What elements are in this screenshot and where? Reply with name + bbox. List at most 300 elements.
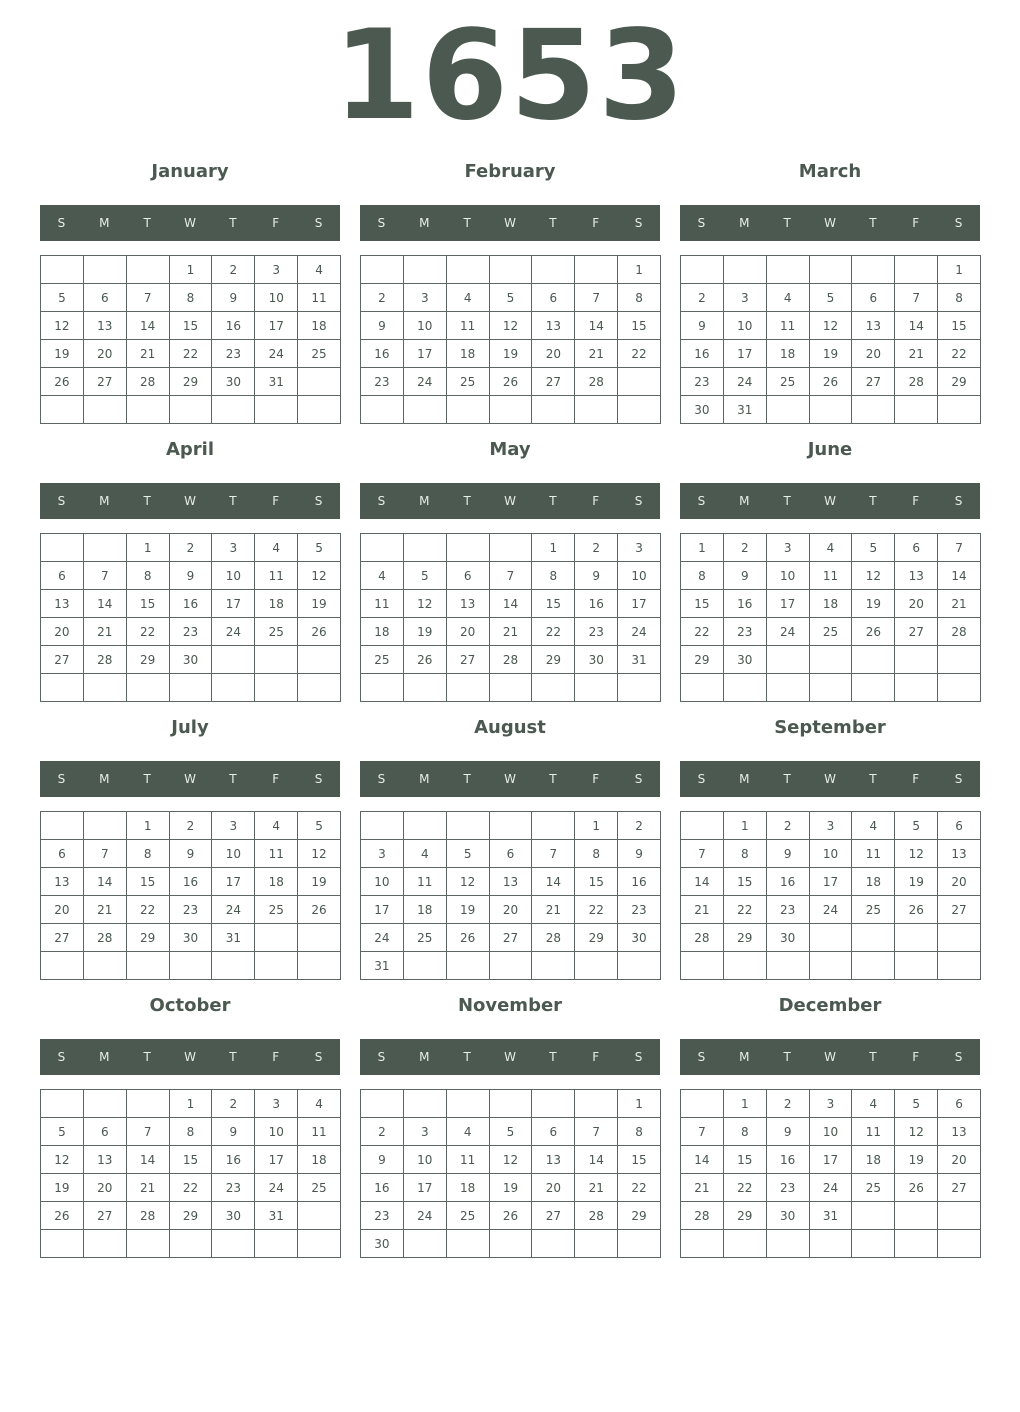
day-cell: 23 xyxy=(575,618,618,646)
day-cell: 13 xyxy=(41,590,84,618)
empty-day-cell xyxy=(532,952,575,980)
day-cell: 5 xyxy=(895,812,938,840)
day-cell: 25 xyxy=(298,340,341,368)
empty-day-cell xyxy=(810,646,853,674)
weekday-label: T xyxy=(549,772,557,786)
day-cell: 2 xyxy=(618,812,661,840)
day-cell: 22 xyxy=(618,1174,661,1202)
empty-day-cell xyxy=(618,396,661,424)
weekday-label: S xyxy=(57,772,66,786)
day-cell: 25 xyxy=(810,618,853,646)
weekday-label: W xyxy=(824,494,836,508)
day-cell: 15 xyxy=(618,1146,661,1174)
weekday-header xyxy=(40,205,340,241)
day-cell: 18 xyxy=(255,590,298,618)
empty-day-cell xyxy=(532,812,575,840)
day-cell: 15 xyxy=(170,312,213,340)
empty-day-cell xyxy=(255,674,298,702)
empty-day-cell xyxy=(212,1230,255,1258)
day-cell: 21 xyxy=(84,618,127,646)
empty-day-cell xyxy=(895,924,938,952)
day-cell: 1 xyxy=(127,812,170,840)
day-cell: 19 xyxy=(41,1174,84,1202)
empty-day-cell xyxy=(490,952,533,980)
weekday-label: T xyxy=(549,1050,557,1064)
empty-day-cell xyxy=(618,368,661,396)
day-cell: 13 xyxy=(490,868,533,896)
day-cell: 5 xyxy=(404,562,447,590)
day-cell: 31 xyxy=(618,646,661,674)
day-cell: 16 xyxy=(170,868,213,896)
day-cell: 2 xyxy=(212,256,255,284)
day-cell: 6 xyxy=(532,1118,575,1146)
day-cell: 5 xyxy=(490,284,533,312)
weekday-label: W xyxy=(824,216,836,230)
day-cell: 20 xyxy=(532,340,575,368)
day-cell: 5 xyxy=(895,1090,938,1118)
weekday-label: W xyxy=(504,1050,516,1064)
day-cell: 1 xyxy=(170,256,213,284)
day-cell: 3 xyxy=(810,812,853,840)
day-cell: 5 xyxy=(852,534,895,562)
day-cell: 27 xyxy=(938,896,981,924)
day-cell: 15 xyxy=(575,868,618,896)
weekday-label: M xyxy=(419,772,430,786)
day-cell: 27 xyxy=(895,618,938,646)
empty-day-cell xyxy=(404,1090,447,1118)
day-cell: 20 xyxy=(84,340,127,368)
day-cell: 28 xyxy=(84,646,127,674)
weekday-header xyxy=(360,483,660,519)
day-grid xyxy=(680,533,981,702)
day-cell: 18 xyxy=(810,590,853,618)
day-cell: 30 xyxy=(170,646,213,674)
day-cell: 24 xyxy=(404,1202,447,1230)
day-cell: 7 xyxy=(681,840,724,868)
day-cell: 13 xyxy=(84,312,127,340)
empty-day-cell xyxy=(447,674,490,702)
day-cell: 6 xyxy=(938,812,981,840)
day-cell: 24 xyxy=(767,618,810,646)
empty-day-cell xyxy=(895,396,938,424)
day-cell: 23 xyxy=(170,896,213,924)
weekday-header xyxy=(360,761,660,797)
day-cell: 26 xyxy=(895,896,938,924)
day-cell: 23 xyxy=(767,1174,810,1202)
day-cell: 28 xyxy=(895,368,938,396)
day-cell: 4 xyxy=(298,256,341,284)
day-cell: 16 xyxy=(767,868,810,896)
empty-day-cell xyxy=(84,396,127,424)
day-cell: 2 xyxy=(767,1090,810,1118)
weekday-label: W xyxy=(184,216,196,230)
weekday-label: W xyxy=(184,772,196,786)
empty-day-cell xyxy=(681,1230,724,1258)
empty-day-cell xyxy=(361,812,404,840)
day-cell: 14 xyxy=(575,1146,618,1174)
empty-day-cell xyxy=(938,396,981,424)
weekday-header xyxy=(680,761,980,797)
month-name: December xyxy=(778,995,882,1016)
day-cell: 2 xyxy=(681,284,724,312)
day-cell: 22 xyxy=(938,340,981,368)
day-cell: 19 xyxy=(810,340,853,368)
empty-day-cell xyxy=(852,674,895,702)
day-cell: 10 xyxy=(810,1118,853,1146)
weekday-label: T xyxy=(549,216,557,230)
day-cell: 11 xyxy=(298,284,341,312)
weekday-label: S xyxy=(954,1050,963,1064)
weekday-label: T xyxy=(783,494,791,508)
day-cell: 3 xyxy=(212,534,255,562)
day-cell: 23 xyxy=(361,1202,404,1230)
weekday-label: W xyxy=(824,772,836,786)
empty-day-cell xyxy=(810,924,853,952)
day-cell: 5 xyxy=(41,284,84,312)
empty-day-cell xyxy=(447,1090,490,1118)
day-cell: 9 xyxy=(575,562,618,590)
day-cell: 25 xyxy=(852,896,895,924)
weekday-label: T xyxy=(463,1050,471,1064)
day-cell: 1 xyxy=(575,812,618,840)
empty-day-cell xyxy=(575,256,618,284)
day-cell: 12 xyxy=(41,1146,84,1174)
weekday-header xyxy=(680,1039,980,1075)
day-cell: 16 xyxy=(575,590,618,618)
day-cell: 18 xyxy=(255,868,298,896)
day-cell: 23 xyxy=(361,368,404,396)
empty-day-cell xyxy=(532,674,575,702)
empty-day-cell xyxy=(298,396,341,424)
empty-day-cell xyxy=(212,396,255,424)
day-cell: 1 xyxy=(618,256,661,284)
day-cell: 29 xyxy=(681,646,724,674)
empty-day-cell xyxy=(84,952,127,980)
day-cell: 14 xyxy=(895,312,938,340)
weekday-label: T xyxy=(869,1050,877,1064)
day-cell: 24 xyxy=(212,896,255,924)
day-cell: 7 xyxy=(895,284,938,312)
weekday-header xyxy=(40,761,340,797)
day-cell: 20 xyxy=(532,1174,575,1202)
day-cell: 27 xyxy=(84,1202,127,1230)
day-cell: 16 xyxy=(618,868,661,896)
day-grid xyxy=(40,533,341,702)
day-cell: 13 xyxy=(532,1146,575,1174)
day-cell: 4 xyxy=(255,812,298,840)
day-cell: 23 xyxy=(724,618,767,646)
day-cell: 20 xyxy=(490,896,533,924)
day-cell: 3 xyxy=(404,284,447,312)
day-cell: 14 xyxy=(84,590,127,618)
day-cell: 20 xyxy=(41,618,84,646)
empty-day-cell xyxy=(298,952,341,980)
day-cell: 25 xyxy=(298,1174,341,1202)
day-cell: 21 xyxy=(938,590,981,618)
empty-day-cell xyxy=(724,256,767,284)
day-cell: 12 xyxy=(895,840,938,868)
month-name: August xyxy=(474,717,546,738)
month-name: July xyxy=(171,717,209,738)
day-cell: 17 xyxy=(404,1174,447,1202)
empty-day-cell xyxy=(852,1202,895,1230)
weekday-label: S xyxy=(314,494,323,508)
day-cell: 16 xyxy=(212,1146,255,1174)
day-cell: 8 xyxy=(575,840,618,868)
empty-day-cell xyxy=(938,646,981,674)
empty-day-cell xyxy=(852,396,895,424)
weekday-header xyxy=(360,1039,660,1075)
weekday-label: W xyxy=(184,1050,196,1064)
weekday-label: S xyxy=(377,772,386,786)
empty-day-cell xyxy=(575,1090,618,1118)
weekday-header xyxy=(40,1039,340,1075)
day-cell: 31 xyxy=(810,1202,853,1230)
day-cell: 30 xyxy=(575,646,618,674)
day-cell: 7 xyxy=(84,840,127,868)
day-cell: 9 xyxy=(212,284,255,312)
day-cell: 8 xyxy=(170,284,213,312)
day-cell: 2 xyxy=(361,1118,404,1146)
day-cell: 28 xyxy=(127,368,170,396)
day-cell: 30 xyxy=(681,396,724,424)
day-cell: 26 xyxy=(490,368,533,396)
weekday-label: S xyxy=(634,216,643,230)
weekday-label: F xyxy=(272,772,280,786)
day-cell: 21 xyxy=(575,1174,618,1202)
weekday-label: T xyxy=(229,1050,237,1064)
day-cell: 2 xyxy=(212,1090,255,1118)
day-cell: 29 xyxy=(938,368,981,396)
day-cell: 18 xyxy=(852,1146,895,1174)
day-cell: 22 xyxy=(170,1174,213,1202)
day-cell: 12 xyxy=(298,562,341,590)
day-cell: 29 xyxy=(170,1202,213,1230)
weekday-header xyxy=(360,205,660,241)
day-cell: 6 xyxy=(84,1118,127,1146)
day-cell: 1 xyxy=(618,1090,661,1118)
empty-day-cell xyxy=(490,534,533,562)
empty-day-cell xyxy=(41,534,84,562)
weekday-label: T xyxy=(869,216,877,230)
day-cell: 17 xyxy=(212,590,255,618)
weekday-label: S xyxy=(57,494,66,508)
empty-day-cell xyxy=(938,674,981,702)
day-cell: 24 xyxy=(724,368,767,396)
empty-day-cell xyxy=(404,674,447,702)
weekday-label: M xyxy=(99,494,110,508)
day-cell: 15 xyxy=(532,590,575,618)
day-cell: 30 xyxy=(618,924,661,952)
day-cell: 21 xyxy=(681,896,724,924)
day-cell: 24 xyxy=(361,924,404,952)
day-cell: 22 xyxy=(127,618,170,646)
empty-day-cell xyxy=(681,952,724,980)
weekday-label: M xyxy=(419,494,430,508)
day-cell: 9 xyxy=(724,562,767,590)
weekday-label: M xyxy=(419,1050,430,1064)
weekday-label: S xyxy=(634,494,643,508)
day-cell: 20 xyxy=(938,868,981,896)
empty-day-cell xyxy=(84,1090,127,1118)
day-cell: 22 xyxy=(724,1174,767,1202)
day-cell: 16 xyxy=(212,312,255,340)
day-cell: 5 xyxy=(298,812,341,840)
weekday-label: F xyxy=(592,216,600,230)
month-name: April xyxy=(165,439,215,460)
weekday-label: T xyxy=(783,1050,791,1064)
day-cell: 17 xyxy=(724,340,767,368)
day-cell: 19 xyxy=(852,590,895,618)
empty-day-cell xyxy=(810,674,853,702)
empty-day-cell xyxy=(41,952,84,980)
day-cell: 14 xyxy=(127,312,170,340)
day-cell: 4 xyxy=(852,812,895,840)
day-cell: 11 xyxy=(447,312,490,340)
day-cell: 1 xyxy=(170,1090,213,1118)
empty-day-cell xyxy=(170,674,213,702)
day-cell: 7 xyxy=(127,284,170,312)
empty-day-cell xyxy=(127,674,170,702)
day-cell: 25 xyxy=(404,924,447,952)
empty-day-cell xyxy=(810,256,853,284)
day-cell: 15 xyxy=(127,868,170,896)
day-cell: 1 xyxy=(681,534,724,562)
day-cell: 24 xyxy=(810,896,853,924)
day-cell: 10 xyxy=(361,868,404,896)
day-cell: 4 xyxy=(767,284,810,312)
day-cell: 31 xyxy=(724,396,767,424)
day-cell: 13 xyxy=(895,562,938,590)
empty-day-cell xyxy=(447,256,490,284)
day-cell: 25 xyxy=(255,618,298,646)
day-cell: 26 xyxy=(490,1202,533,1230)
day-cell: 9 xyxy=(681,312,724,340)
day-cell: 10 xyxy=(212,562,255,590)
empty-day-cell xyxy=(361,534,404,562)
day-cell: 23 xyxy=(212,340,255,368)
day-cell: 21 xyxy=(681,1174,724,1202)
day-cell: 14 xyxy=(490,590,533,618)
empty-day-cell xyxy=(490,256,533,284)
empty-day-cell xyxy=(852,256,895,284)
day-cell: 4 xyxy=(810,534,853,562)
day-cell: 3 xyxy=(212,812,255,840)
day-cell: 8 xyxy=(170,1118,213,1146)
day-cell: 30 xyxy=(212,368,255,396)
day-cell: 6 xyxy=(84,284,127,312)
empty-day-cell xyxy=(41,256,84,284)
day-cell: 15 xyxy=(938,312,981,340)
month-name: June xyxy=(807,439,853,460)
day-cell: 26 xyxy=(41,368,84,396)
day-cell: 8 xyxy=(618,284,661,312)
day-cell: 6 xyxy=(41,562,84,590)
empty-day-cell xyxy=(361,256,404,284)
day-cell: 11 xyxy=(255,840,298,868)
empty-day-cell xyxy=(298,368,341,396)
empty-day-cell xyxy=(170,1230,213,1258)
day-cell: 19 xyxy=(404,618,447,646)
weekday-label: M xyxy=(739,772,750,786)
weekday-header xyxy=(40,483,340,519)
day-cell: 26 xyxy=(447,924,490,952)
day-cell: 22 xyxy=(618,340,661,368)
day-cell: 3 xyxy=(810,1090,853,1118)
day-cell: 17 xyxy=(361,896,404,924)
day-cell: 12 xyxy=(810,312,853,340)
day-cell: 24 xyxy=(810,1174,853,1202)
weekday-label: F xyxy=(912,494,920,508)
day-cell: 24 xyxy=(618,618,661,646)
day-cell: 7 xyxy=(84,562,127,590)
empty-day-cell xyxy=(127,396,170,424)
weekday-label: S xyxy=(697,772,706,786)
day-cell: 20 xyxy=(895,590,938,618)
weekday-label: S xyxy=(314,772,323,786)
day-cell: 18 xyxy=(767,340,810,368)
day-cell: 23 xyxy=(170,618,213,646)
day-cell: 31 xyxy=(255,1202,298,1230)
day-cell: 8 xyxy=(532,562,575,590)
day-cell: 27 xyxy=(532,1202,575,1230)
empty-day-cell xyxy=(895,646,938,674)
day-cell: 29 xyxy=(724,1202,767,1230)
empty-day-cell xyxy=(404,256,447,284)
day-cell: 11 xyxy=(255,562,298,590)
day-cell: 25 xyxy=(767,368,810,396)
day-cell: 9 xyxy=(170,840,213,868)
day-cell: 28 xyxy=(127,1202,170,1230)
day-grid xyxy=(40,255,341,424)
empty-day-cell xyxy=(298,1202,341,1230)
day-cell: 11 xyxy=(810,562,853,590)
weekday-label: M xyxy=(739,216,750,230)
day-cell: 7 xyxy=(532,840,575,868)
day-cell: 27 xyxy=(41,924,84,952)
empty-day-cell xyxy=(404,396,447,424)
day-cell: 10 xyxy=(810,840,853,868)
day-cell: 11 xyxy=(447,1146,490,1174)
empty-day-cell xyxy=(127,952,170,980)
day-cell: 9 xyxy=(361,1146,404,1174)
day-cell: 6 xyxy=(490,840,533,868)
day-cell: 23 xyxy=(681,368,724,396)
day-cell: 11 xyxy=(767,312,810,340)
day-cell: 21 xyxy=(895,340,938,368)
day-cell: 23 xyxy=(212,1174,255,1202)
day-cell: 26 xyxy=(298,896,341,924)
day-cell: 19 xyxy=(41,340,84,368)
day-cell: 23 xyxy=(618,896,661,924)
day-cell: 26 xyxy=(41,1202,84,1230)
empty-day-cell xyxy=(298,924,341,952)
day-cell: 20 xyxy=(852,340,895,368)
day-cell: 29 xyxy=(575,924,618,952)
day-cell: 4 xyxy=(361,562,404,590)
day-cell: 1 xyxy=(724,812,767,840)
weekday-label: F xyxy=(272,1050,280,1064)
day-grid xyxy=(360,811,661,980)
day-cell: 19 xyxy=(895,1146,938,1174)
day-cell: 26 xyxy=(852,618,895,646)
day-grid xyxy=(40,1089,341,1258)
day-cell: 14 xyxy=(681,1146,724,1174)
day-cell: 6 xyxy=(852,284,895,312)
day-cell: 4 xyxy=(404,840,447,868)
day-cell: 12 xyxy=(895,1118,938,1146)
weekday-label: S xyxy=(954,772,963,786)
